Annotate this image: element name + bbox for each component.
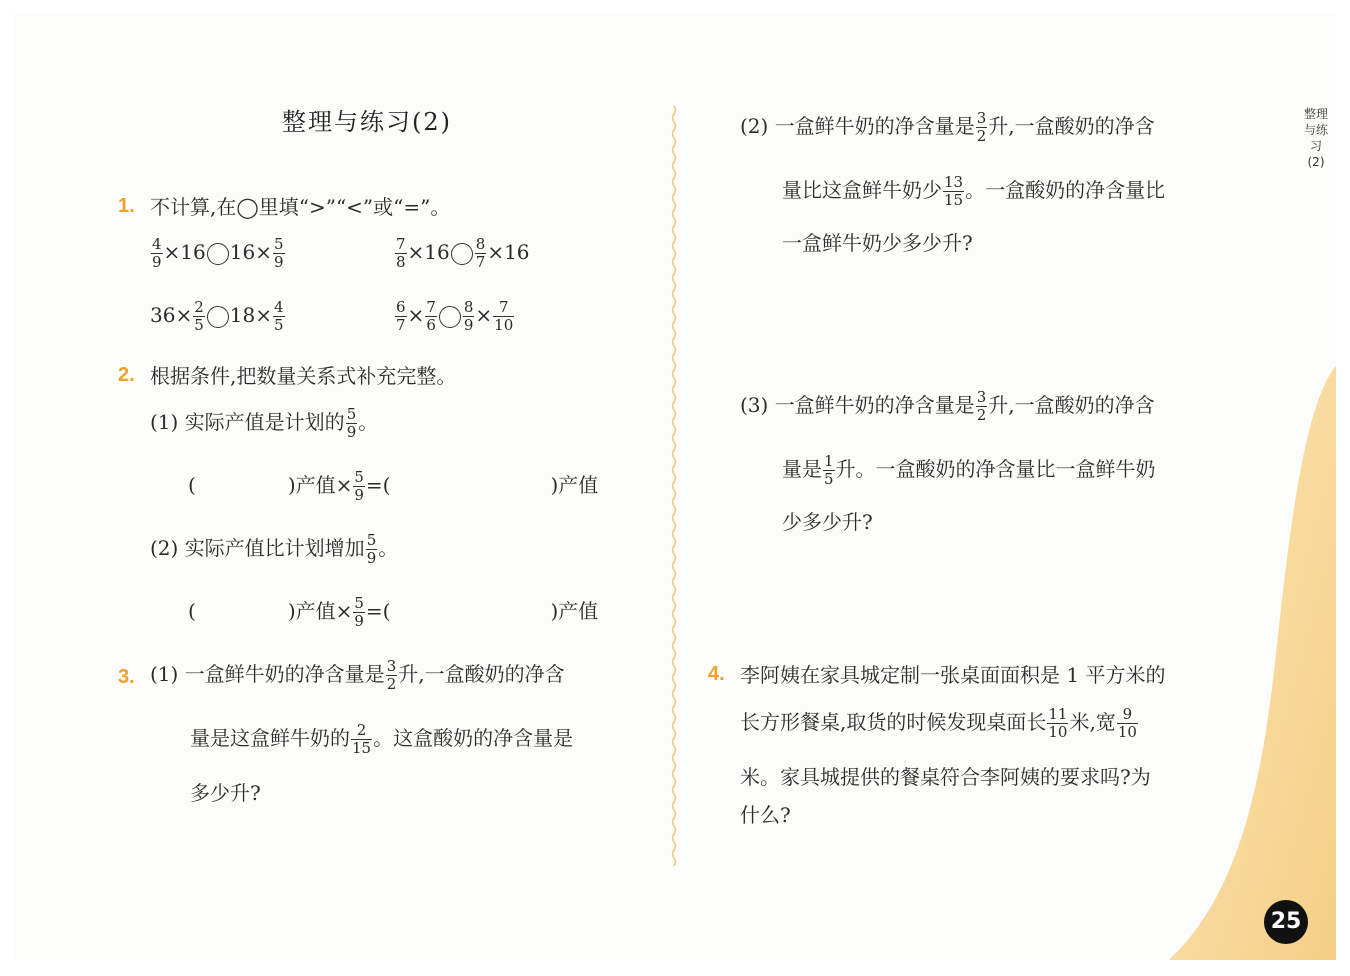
question-4-line-1: 李阿姨在家具城定制一张桌面面积是 1 平方米的 [740, 663, 1166, 687]
question-2-part-2: (2) 实际产值比计划增加 $\frac{5}{9}$ 。 [150, 531, 399, 567]
page-number-badge: 25 [1264, 900, 1308, 944]
question-2-part-1: (1) 实际产值是计划的 $\frac{5}{9}$ 。 [150, 405, 379, 441]
fraction: $\frac{3}{2}$ [386, 657, 397, 693]
fraction: $\frac{5}{9}$ [346, 405, 357, 441]
comparison-1: $\frac{4}{9}$ ×16 16× $\frac{5}{9}$ [152, 235, 284, 271]
page-title: 整理与练习(2) [282, 108, 452, 136]
fraction: $\frac{2}{5}$ [194, 298, 204, 334]
relation-formula-2: ( )产值× $\frac{5}{9}$ =( )产值 [188, 594, 599, 630]
center-divider [671, 106, 677, 866]
fraction: $\frac{8}{9}$ [463, 298, 474, 334]
fraction: $\frac{2}{15}$ [352, 721, 372, 757]
side-section-label: 整理与练习(2) [1304, 107, 1329, 169]
fraction: $\frac{7}{6}$ [426, 298, 436, 334]
comparison-blank-circle[interactable] [207, 243, 229, 265]
fraction: $\frac{7}{8}$ [396, 235, 406, 271]
question-2-number: 2. [118, 364, 135, 386]
workbook-page [14, 14, 1336, 960]
comparison-blank-circle[interactable] [451, 243, 473, 265]
fraction: $\frac{5}{9}$ [354, 594, 364, 630]
fraction: $\frac{11}{10}$ [1048, 705, 1068, 741]
question-1-text: 不计算,在◯里填“>”“<”或“=”。 [150, 195, 451, 219]
question-4-line-2: 长方形餐桌,取货的时候发现桌面长 $\frac{11}{10}$ 米,宽 $\frac{9}{10}$ [740, 705, 1137, 741]
relation-formula-1: ( )产值× $\frac{5}{9}$ =( )产值 [188, 468, 599, 504]
fraction: $\frac{1}{5}$ [824, 452, 834, 488]
question-1-number: 1. [118, 195, 135, 217]
question-3-part-3-line-3: 少多少升? [782, 510, 873, 534]
fraction: $\frac{6}{7}$ [396, 298, 406, 334]
comparison-blank-circle[interactable] [439, 306, 461, 328]
fraction: $\frac{5}{9}$ [366, 531, 377, 567]
fraction: $\frac{3}{2}$ [976, 388, 987, 424]
comparison-blank-circle[interactable] [207, 306, 229, 328]
question-3-part-3-line-2: 量是 $\frac{1}{5}$ 升。一盒酸奶的净含量比一盒鲜牛奶 [782, 452, 1156, 488]
question-3-part-2-line-3: 一盒鲜牛奶少多少升? [782, 231, 973, 255]
question-4-line-3: 米。家具城提供的餐桌符合李阿姨的要求吗?为 [740, 765, 1151, 789]
fraction: $\frac{13}{15}$ [944, 173, 964, 209]
fraction: $\frac{3}{2}$ [976, 109, 987, 145]
fraction: $\frac{4}{5}$ [273, 298, 284, 334]
question-3-part-1-line-3: 多少升? [190, 781, 261, 805]
question-3-part-2-line-1: (2) 一盒鲜牛奶的净含量是 $\frac{3}{2}$ 升,一盒酸奶的净含 [740, 109, 1155, 145]
fraction: $\frac{8}{7}$ [475, 235, 486, 271]
fraction: $\frac{5}{9}$ [354, 468, 364, 504]
question-3-part-3-line-1: (3) 一盒鲜牛奶的净含量是 $\frac{3}{2}$ 升,一盒酸奶的净含 [740, 388, 1155, 424]
question-3-part-1-line-1: (1) 一盒鲜牛奶的净含量是 $\frac{3}{2}$ 升,一盒酸奶的净含 [150, 657, 565, 693]
comparison-3: 36× $\frac{2}{5}$ 18× $\frac{4}{5}$ [150, 298, 284, 334]
question-3-part-1-line-2: 量是这盒鲜牛奶的 $\frac{2}{15}$ 。这盒酸奶的净含量是 [190, 721, 574, 757]
question-4-number: 4. [708, 663, 725, 685]
fraction: $\frac{7}{10}$ [494, 298, 514, 334]
question-4-line-4: 什么? [740, 803, 791, 827]
fraction: $\frac{5}{9}$ [273, 235, 284, 271]
question-3-number: 3. [118, 666, 135, 688]
comparison-4: $\frac{6}{7}$ × $\frac{7}{6}$ $\frac{8}{9}$ × $\frac{7}{10}$ [396, 298, 514, 334]
fraction: $\frac{9}{10}$ [1117, 705, 1137, 741]
question-3-part-2-line-2: 量比这盒鲜牛奶少 $\frac{13}{15}$ 。一盒酸奶的净含量比 [782, 173, 1166, 209]
fraction: $\frac{4}{9}$ [152, 235, 162, 271]
question-2-text: 根据条件,把数量关系式补充完整。 [150, 364, 457, 388]
comparison-2: $\frac{7}{8}$ ×16 $\frac{8}{7}$ ×16 [396, 235, 530, 271]
